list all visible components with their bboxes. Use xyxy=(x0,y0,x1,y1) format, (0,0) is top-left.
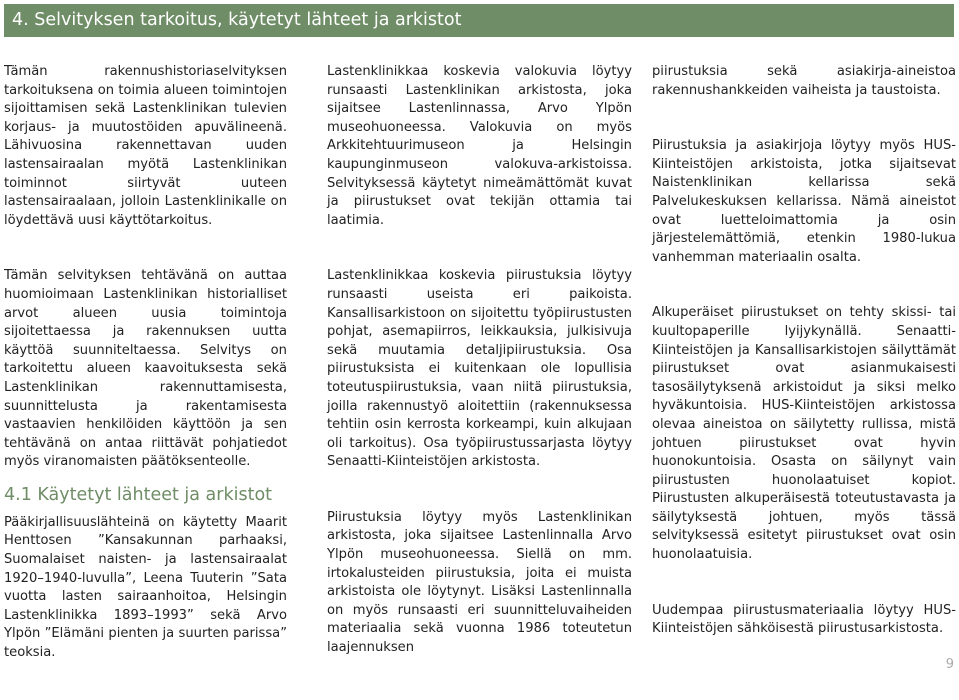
paragraph-hus-archives: Piirustuksia ja asiakirjoja löytyy myös HUS-Kiinteistöjen arkistoista, jotka sijaitsevat Naistenklinikan kellarissa sekä Palvelukeskuksen kellarissa. Nämä aineistot ovat luetteloimattomia ja osin järjestelemättömiä, etenkin 1980-lukua vanhemman materiaalin osalta. xyxy=(652,138,956,265)
text-column-1 xyxy=(4,63,287,700)
page-number: 9 xyxy=(945,657,954,672)
paragraph-literature-sources: Pääkirjallisuuslähteinä on käytetty Maarit Henttosen ”Kansakunnan parhaaksi, Suomalaiset naisten- ja lastensairaalat 1920–1940-luvulla”, Leena Tuuterin ”Sata vuotta lasten sairaanhoitoa, Helsingin Lastenklinikka 1893–1993” sekä Arvo Ylpön ”Elämäni pienten ja suurten parissa” teoksia. xyxy=(4,514,287,661)
paragraph-original-drawings: Alkuperäiset piirustukset on tehty skissi- tai kuultopaperille lyijykynällä. Senaatti-Kiinteistöjen ja Kansallisarkistojen säilyttämät piirustukset ovat asianmukaisesti tasosäilytyksenä arkistoidut ja siksi melko hyväkuntoisia. HUS-Kiinteistöjen arkistossa olevaa aineistoa on säilytetty rullissa, mistä johtuen piirustukset ovat hyvin huonokuntoisia. Osasta on säilynyt vain piirustusten huonolaatuiset kopiot. Piirustusten alkuperäisestä toteutustavasta ja säilytyksestä johtuen, myös tässä selvityksessä esitetyt piirustukset ovat osin huonolaatuisia. xyxy=(652,305,956,563)
text-column-2 xyxy=(327,63,632,695)
section-header-bar xyxy=(4,4,954,37)
paragraph-photographs: Lastenklinikkaa koskevia valokuvia löytyy runsaasti Lastenklinikan arkistosta, joka sijaitsee Lastenlinnassa, Arvo Ylpön museohuoneessa. Valokuvia on myös Arkkitehtuurimuseon ja Helsingin kaupunginmuseon valokuva-arkistoissa. Selvityksessä käytetyt nimeämättömät kuvat ja piirustukset ovat tekijän ottamia tai laatimia. xyxy=(327,64,632,228)
paragraph-lastenklinikka-archive: Piirustuksia löytyy myös Lastenklinikan arkistosta, joka sijaitsee Lastenlinnalla Arvo Ylpön museohuoneessa. Siellä on mm. irtokalusteiden piirustuksia, joita ei muista arkistoista ole löytynyt. Lisäksi Lastenlinnalla on myös runsaasti eri suunnitteluvaiheiden materiaalia sekä vuonna 1986 toteutetun laajennuksen xyxy=(327,509,632,656)
paragraph-digital-archive: Uudempaa piirustusmateriaalia löytyy HUS-Kiinteistöjen sähköisestä piirustusarkistosta. xyxy=(652,602,956,637)
paragraph-task: Tämän selvityksen tehtävänä on auttaa huomioimaan Lastenklinikan historialliset arvot alueen uusia toimintoja sijoitettaessa ja rakennuksen uutta käyttöä suunniteltaessa. Selvitys on tarkoitettu alueen kaavoituksesta sekä Lastenklinikan rakennuttamisesta, suunnittelusta ja rakentamisesta vastaavien henkilöiden käyttöön ja sen tehtävänä on antaa riittävät pohjatiedot myös viranomaisten päätöksenteolle. xyxy=(4,268,287,470)
text-column-3 xyxy=(652,63,956,676)
subsection-heading: 4.1 Käytetyt lähteet ja arkistot xyxy=(4,484,273,505)
paragraph-continuation: piirustuksia sekä asiakirja-aineistoa rakennushankkeiden vaiheista ja taustoista. xyxy=(652,64,956,98)
section-title: 4. Selvityksen tarkoitus, käytetyt lähteet ja arkistot xyxy=(12,10,462,30)
paragraph-purpose: Tämän rakennushistoriaselvityksen tarkoituksena on toimia alueen toimintojen sijoittamisen sekä Lastenklinikan tulevien korjaus- ja muutostöiden apuvälineenä. Lähivuosina rakennettavan uuden lastensairaalan myötä Lastenklinikan toiminnot siirtyvät uuteen lastensairaalaan, jolloin Lastenklinikalle on löydettävä uusi käyttötarkoitus. xyxy=(4,64,287,228)
paragraph-drawings: Lastenklinikkaa koskevia piirustuksia löytyy runsaasti useista eri paikoista. Kansallisarkistoon on sijoitettu työpiirustusten pohjat, asemapiirros, leikkauksia, julkisivuja sekä muutamia detaljipiirustuksia. Osa piirustuksista ei kuitenkaan ole lopullisia toteutuspiirustuksia, vaan niitä piirustuksia, joilla rakennustyö aloitettiin (rakennuksessa tehtiin osin kerrosta korkeampi, kuin alkujaan oli tarkoitus). Osa työpiirustussarjasta löytyy Senaatti-Kiinteistöjen arkistosta. xyxy=(327,268,632,470)
